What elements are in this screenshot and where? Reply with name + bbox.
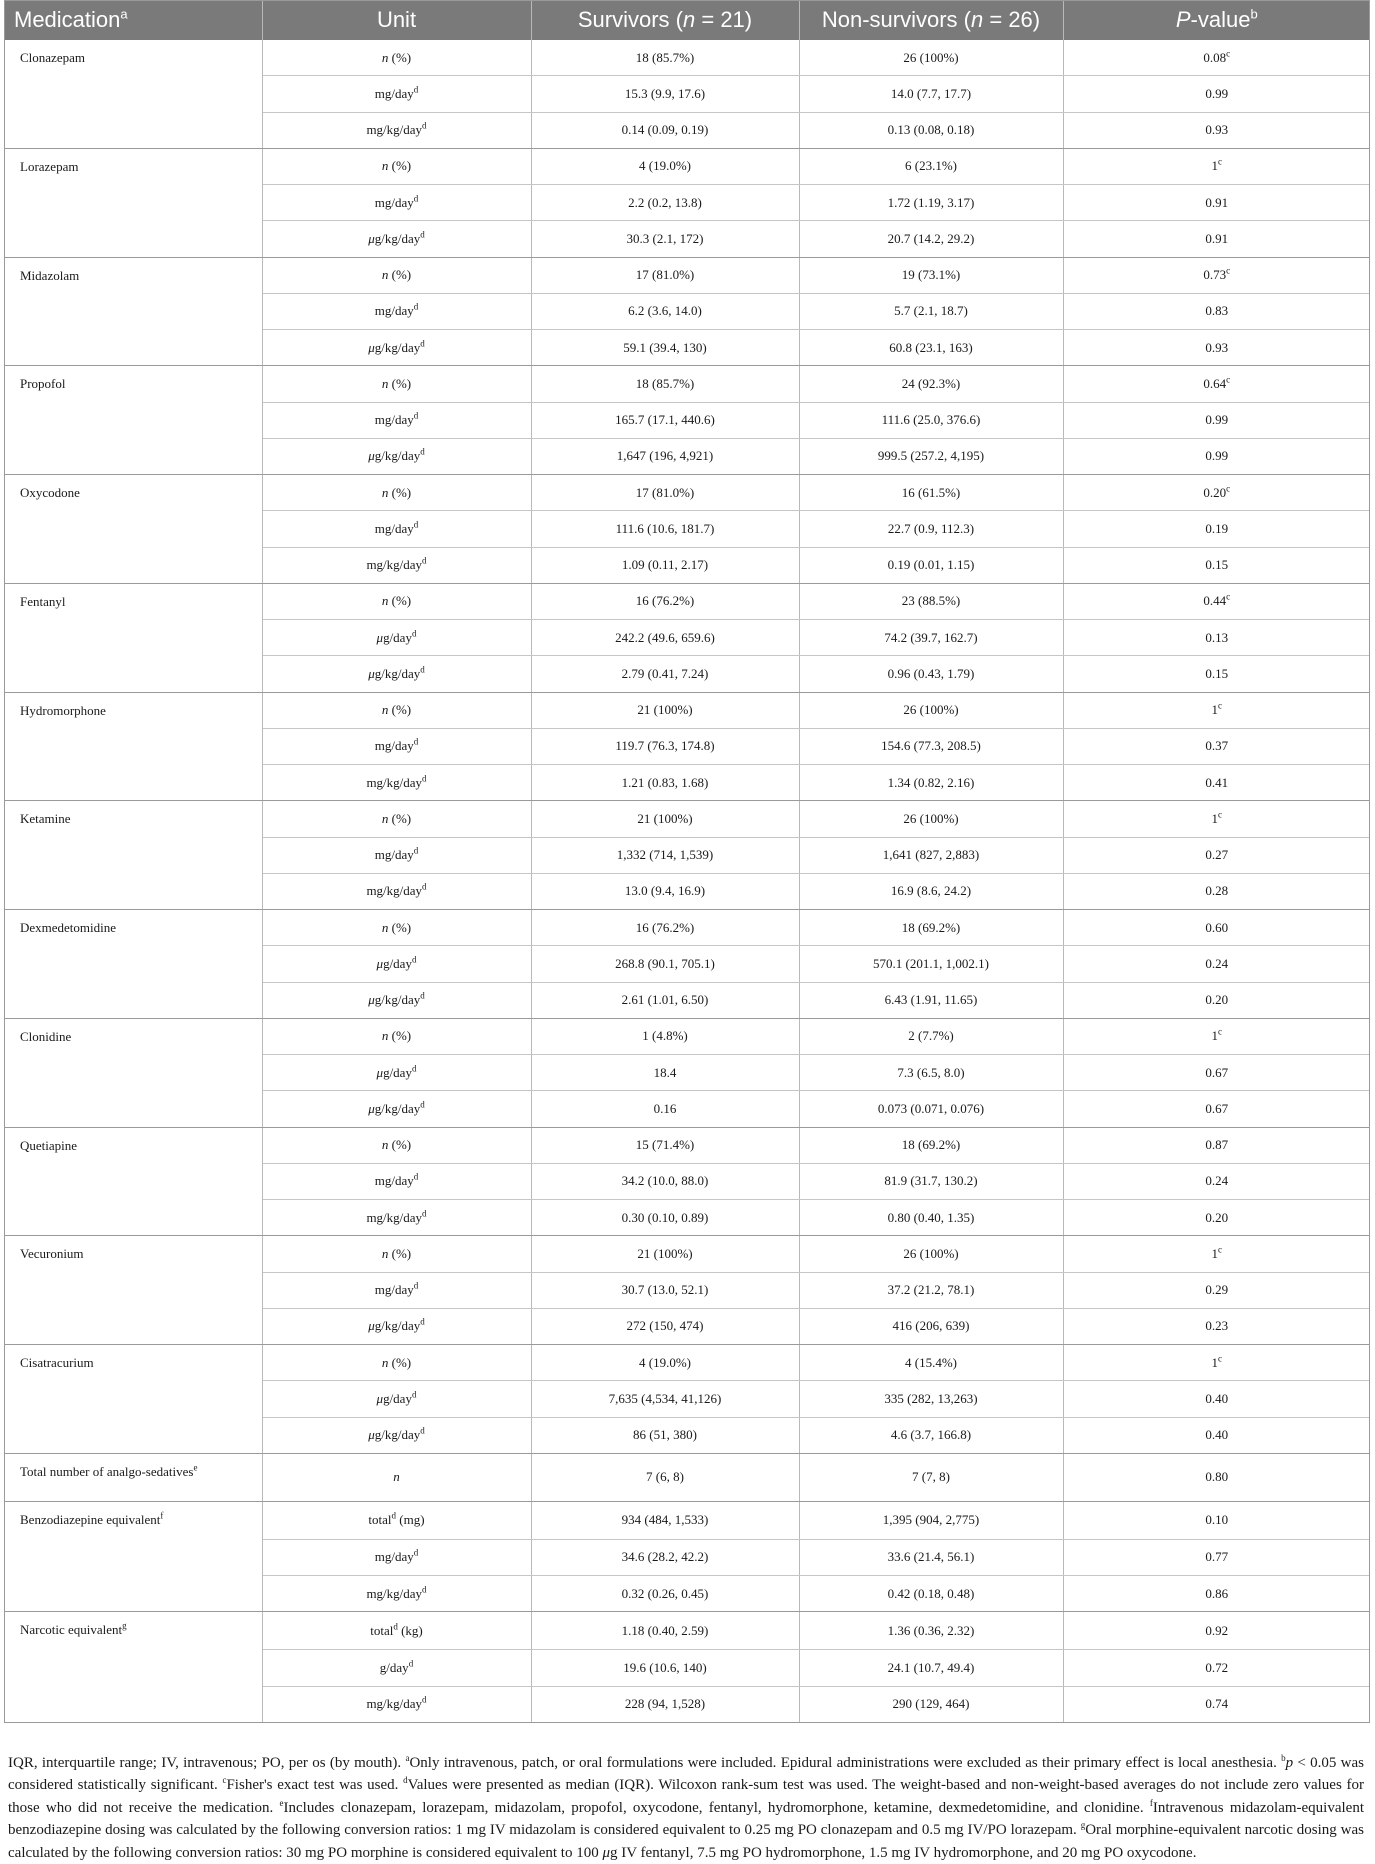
unit-cell: n (%) [262, 692, 531, 728]
pvalue-cell: 0.19 [1063, 511, 1370, 547]
survivors-cell: 228 (94, 1,528) [531, 1686, 799, 1722]
unit-cell: mg/kg/day$^d$ [262, 547, 531, 583]
survivors-cell: 2.2 (0.2, 13.8) [531, 185, 799, 221]
unit-cell: μg/kg/day$^d$ [262, 1091, 531, 1127]
nonsurvivors-cell: 1.36 (0.36, 2.32) [799, 1612, 1063, 1650]
unit-cell: mg/day$^d$ [262, 1539, 531, 1575]
survivors-cell: 0.14 (0.09, 0.19) [531, 112, 799, 148]
medication-name-cell: Clonazepam [4, 40, 262, 148]
unit-cell: n (%) [262, 366, 531, 402]
nonsurvivors-cell: 0.80 (0.40, 1.35) [799, 1200, 1063, 1236]
unit-cell: total$^d$ (kg) [262, 1612, 531, 1650]
nonsurvivors-cell: 60.8 (23.1, 163) [799, 330, 1063, 366]
table-body [4, 40, 1370, 1722]
medication-name-cell: Quetiapine [4, 1127, 262, 1236]
nonsurvivors-cell: 16.9 (8.6, 24.2) [799, 873, 1063, 909]
nonsurvivors-cell: 26 (100%) [799, 40, 1063, 76]
pvalue-cell: 0.72 [1063, 1650, 1370, 1686]
unit-cell: mg/day$^d$ [262, 511, 531, 547]
unit-cell: μg/kg/day$^d$ [262, 330, 531, 366]
header-unit: Unit [262, 0, 531, 40]
nonsurvivors-cell: 24 (92.3%) [799, 366, 1063, 402]
nonsurvivors-cell: 22.7 (0.9, 112.3) [799, 511, 1063, 547]
survivors-cell: 268.8 (90.1, 705.1) [531, 946, 799, 982]
survivors-cell: 6.2 (3.6, 14.0) [531, 293, 799, 329]
unit-cell: n (%) [262, 1345, 531, 1381]
pvalue-cell: 0.67 [1063, 1055, 1370, 1091]
pvalue-cell: 0.37 [1063, 728, 1370, 764]
medication-name-cell: Lorazepam [4, 148, 262, 257]
unit-cell: mg/kg/day$^d$ [262, 112, 531, 148]
pvalue-cell: 0.20$^c$ [1063, 475, 1370, 511]
survivors-cell: 2.79 (0.41, 7.24) [531, 656, 799, 692]
nonsurvivors-cell: 1,395 (904, 2,775) [799, 1501, 1063, 1539]
unit-cell: mg/kg/day$^d$ [262, 873, 531, 909]
pvalue-cell: 1$^c$ [1063, 692, 1370, 728]
table-figure [4, 0, 1370, 1864]
medication-name-cell: Benzodiazepine equivalent$^f$ [4, 1501, 262, 1612]
survivors-cell: 0.32 (0.26, 0.45) [531, 1576, 799, 1612]
table-row [4, 148, 1370, 184]
medication-name-cell: Propofol [4, 366, 262, 475]
medication-name-cell: Vecuronium [4, 1236, 262, 1345]
table-row [4, 40, 1370, 76]
unit-cell: n (%) [262, 910, 531, 946]
medication-name-cell: Clonidine [4, 1018, 262, 1127]
medication-table [4, 0, 1370, 1723]
table-row [4, 1236, 1370, 1272]
pvalue-cell: 0.60 [1063, 910, 1370, 946]
header-survivors: Survivors (n = 21) [531, 0, 799, 40]
pvalue-cell: 0.10 [1063, 1501, 1370, 1539]
survivors-cell: 0.16 [531, 1091, 799, 1127]
unit-cell: μg/day$^d$ [262, 946, 531, 982]
pvalue-cell: 0.64$^c$ [1063, 366, 1370, 402]
nonsurvivors-cell: 24.1 (10.7, 49.4) [799, 1650, 1063, 1686]
unit-cell: μg/day$^d$ [262, 1055, 531, 1091]
pvalue-cell: 0.13 [1063, 620, 1370, 656]
nonsurvivors-cell: 26 (100%) [799, 1236, 1063, 1272]
header-row [4, 0, 1370, 40]
pvalue-cell: 0.92 [1063, 1612, 1370, 1650]
survivors-cell: 1,647 (196, 4,921) [531, 438, 799, 474]
pvalue-cell: 0.86 [1063, 1576, 1370, 1612]
medication-name-cell: Ketamine [4, 801, 262, 910]
pvalue-cell: 0.91 [1063, 221, 1370, 257]
survivors-cell: 19.6 (10.6, 140) [531, 1650, 799, 1686]
nonsurvivors-cell: 4.6 (3.7, 166.8) [799, 1417, 1063, 1453]
table-row [4, 801, 1370, 837]
survivors-cell: 21 (100%) [531, 801, 799, 837]
survivors-cell: 1.18 (0.40, 2.59) [531, 1612, 799, 1650]
nonsurvivors-cell: 335 (282, 13,263) [799, 1381, 1063, 1417]
medication-name-cell: Fentanyl [4, 583, 262, 692]
unit-cell: μg/kg/day$^d$ [262, 1417, 531, 1453]
table-row [4, 1018, 1370, 1054]
pvalue-cell: 1$^c$ [1063, 1018, 1370, 1054]
table-row [4, 1501, 1370, 1539]
pvalue-cell: 0.99 [1063, 76, 1370, 112]
pvalue-cell: 0.20 [1063, 982, 1370, 1018]
medication-name-cell: Dexmedetomidine [4, 910, 262, 1019]
nonsurvivors-cell: 16 (61.5%) [799, 475, 1063, 511]
nonsurvivors-cell: 7.3 (6.5, 8.0) [799, 1055, 1063, 1091]
survivors-cell: 7,635 (4,534, 41,126) [531, 1381, 799, 1417]
nonsurvivors-cell: 290 (129, 464) [799, 1686, 1063, 1722]
pvalue-cell: 0.83 [1063, 293, 1370, 329]
unit-cell: mg/kg/day$^d$ [262, 1686, 531, 1722]
nonsurvivors-cell: 20.7 (14.2, 29.2) [799, 221, 1063, 257]
survivors-cell: 30.3 (2.1, 172) [531, 221, 799, 257]
pvalue-cell: 0.44$^c$ [1063, 583, 1370, 619]
nonsurvivors-cell: 5.7 (2.1, 18.7) [799, 293, 1063, 329]
pvalue-cell: 0.77 [1063, 1539, 1370, 1575]
survivors-cell: 1,332 (714, 1,539) [531, 837, 799, 873]
pvalue-cell: 0.73$^c$ [1063, 257, 1370, 293]
nonsurvivors-cell: 4 (15.4%) [799, 1345, 1063, 1381]
unit-cell: mg/day$^d$ [262, 1272, 531, 1308]
survivors-cell: 30.7 (13.0, 52.1) [531, 1272, 799, 1308]
survivors-cell: 1 (4.8%) [531, 1018, 799, 1054]
pvalue-cell: 0.67 [1063, 1091, 1370, 1127]
survivors-cell: 934 (484, 1,533) [531, 1501, 799, 1539]
table-row [4, 583, 1370, 619]
pvalue-cell: 1$^c$ [1063, 801, 1370, 837]
survivors-cell: 1.09 (0.11, 2.17) [531, 547, 799, 583]
unit-cell: n (%) [262, 148, 531, 184]
pvalue-cell: 1$^c$ [1063, 148, 1370, 184]
pvalue-cell: 0.27 [1063, 837, 1370, 873]
nonsurvivors-cell: 111.6 (25.0, 376.6) [799, 402, 1063, 438]
nonsurvivors-cell: 6.43 (1.91, 11.65) [799, 982, 1063, 1018]
nonsurvivors-cell: 7 (7, 8) [799, 1453, 1063, 1501]
nonsurvivors-cell: 19 (73.1%) [799, 257, 1063, 293]
pvalue-cell: 0.15 [1063, 547, 1370, 583]
unit-cell: mg/day$^d$ [262, 837, 531, 873]
pvalue-cell: 0.93 [1063, 112, 1370, 148]
nonsurvivors-cell: 1.34 (0.82, 2.16) [799, 765, 1063, 801]
unit-cell: n (%) [262, 1236, 531, 1272]
unit-cell: μg/day$^d$ [262, 620, 531, 656]
unit-cell: mg/day$^d$ [262, 728, 531, 764]
survivors-cell: 34.2 (10.0, 88.0) [531, 1163, 799, 1199]
pvalue-cell: 0.24 [1063, 946, 1370, 982]
medication-name-cell: Hydromorphone [4, 692, 262, 801]
nonsurvivors-cell: 6 (23.1%) [799, 148, 1063, 184]
medication-name-cell: Midazolam [4, 257, 262, 366]
nonsurvivors-cell: 23 (88.5%) [799, 583, 1063, 619]
survivors-cell: 59.1 (39.4, 130) [531, 330, 799, 366]
unit-cell: mg/day$^d$ [262, 293, 531, 329]
unit-cell: mg/day$^d$ [262, 185, 531, 221]
table-row [4, 1345, 1370, 1381]
pvalue-cell: 0.91 [1063, 185, 1370, 221]
pvalue-cell: 0.80 [1063, 1453, 1370, 1501]
medication-name-cell: Narcotic equivalent$^g$ [4, 1612, 262, 1723]
nonsurvivors-cell: 81.9 (31.7, 130.2) [799, 1163, 1063, 1199]
unit-cell: n (%) [262, 40, 531, 76]
unit-cell: n (%) [262, 475, 531, 511]
table-row [4, 257, 1370, 293]
pvalue-cell: 0.99 [1063, 402, 1370, 438]
unit-cell: μg/day$^d$ [262, 1381, 531, 1417]
unit-cell: μg/kg/day$^d$ [262, 656, 531, 692]
pvalue-cell: 0.29 [1063, 1272, 1370, 1308]
pvalue-cell: 0.40 [1063, 1381, 1370, 1417]
survivors-cell: 34.6 (28.2, 42.2) [531, 1539, 799, 1575]
table-row [4, 475, 1370, 511]
survivors-cell: 18 (85.7%) [531, 40, 799, 76]
unit-cell: mg/kg/day$^d$ [262, 1200, 531, 1236]
unit-cell: n (%) [262, 257, 531, 293]
header-nonsurvivors: Non-survivors (n = 26) [799, 0, 1063, 40]
unit-cell: mg/day$^d$ [262, 1163, 531, 1199]
nonsurvivors-cell: 0.13 (0.08, 0.18) [799, 112, 1063, 148]
pvalue-cell: 0.15 [1063, 656, 1370, 692]
nonsurvivors-cell: 74.2 (39.7, 162.7) [799, 620, 1063, 656]
pvalue-cell: 1$^c$ [1063, 1345, 1370, 1381]
survivors-cell: 17 (81.0%) [531, 475, 799, 511]
survivors-cell: 4 (19.0%) [531, 148, 799, 184]
survivors-cell: 242.2 (49.6, 659.6) [531, 620, 799, 656]
survivors-cell: 86 (51, 380) [531, 1417, 799, 1453]
table-row [4, 1612, 1370, 1650]
medication-name-cell: Oxycodone [4, 475, 262, 584]
survivors-cell: 18 (85.7%) [531, 366, 799, 402]
pvalue-cell: 0.41 [1063, 765, 1370, 801]
survivors-cell: 16 (76.2%) [531, 910, 799, 946]
unit-cell: g/day$^d$ [262, 1650, 531, 1686]
nonsurvivors-cell: 2 (7.7%) [799, 1018, 1063, 1054]
unit-cell: total$^d$ (mg) [262, 1501, 531, 1539]
nonsurvivors-cell: 0.073 (0.071, 0.076) [799, 1091, 1063, 1127]
table-row [4, 692, 1370, 728]
nonsurvivors-cell: 26 (100%) [799, 692, 1063, 728]
unit-cell: μg/kg/day$^d$ [262, 1308, 531, 1344]
nonsurvivors-cell: 33.6 (21.4, 56.1) [799, 1539, 1063, 1575]
survivors-cell: 1.21 (0.83, 1.68) [531, 765, 799, 801]
pvalue-cell: 0.20 [1063, 1200, 1370, 1236]
nonsurvivors-cell: 37.2 (21.2, 78.1) [799, 1272, 1063, 1308]
pvalue-cell: 0.87 [1063, 1127, 1370, 1163]
unit-cell: μg/kg/day$^d$ [262, 438, 531, 474]
pvalue-cell: 0.24 [1063, 1163, 1370, 1199]
unit-cell: mg/day$^d$ [262, 76, 531, 112]
survivors-cell: 0.30 (0.10, 0.89) [531, 1200, 799, 1236]
unit-cell: n (%) [262, 1018, 531, 1054]
nonsurvivors-cell: 0.42 (0.18, 0.48) [799, 1576, 1063, 1612]
unit-cell: n (%) [262, 583, 531, 619]
pvalue-cell: 1$^c$ [1063, 1236, 1370, 1272]
unit-cell: n [262, 1453, 531, 1501]
pvalue-cell: 0.74 [1063, 1686, 1370, 1722]
pvalue-cell: 0.28 [1063, 873, 1370, 909]
unit-cell: mg/kg/day$^d$ [262, 765, 531, 801]
medication-name-cell: Total number of analgo-sedatives$^e$ [4, 1453, 262, 1501]
table-row [4, 1127, 1370, 1163]
survivors-cell: 111.6 (10.6, 181.7) [531, 511, 799, 547]
survivors-cell: 21 (100%) [531, 1236, 799, 1272]
survivors-cell: 21 (100%) [531, 692, 799, 728]
survivors-cell: 2.61 (1.01, 6.50) [531, 982, 799, 1018]
pvalue-cell: 0.93 [1063, 330, 1370, 366]
survivors-cell: 165.7 (17.1, 440.6) [531, 402, 799, 438]
survivors-cell: 13.0 (9.4, 16.9) [531, 873, 799, 909]
nonsurvivors-cell: 14.0 (7.7, 17.7) [799, 76, 1063, 112]
unit-cell: n (%) [262, 801, 531, 837]
table-footnote: IQR, interquartile range; IV, intravenous; PO, per os (by mouth). $^a$Only intravenous, patch, or oral formulations were included. Epidural administrations were excluded as their primary effect is local anesthesia. $^b$p < 0.05 was considered statistically significant. $^c$Fisher's exact test was used. $^d$Values were presented as median (IQR). Wilcoxon rank-sum test was used. The weight-based and non-weight-based averages do not include zero values for those who did not receive the medication. $^e$Includes clonazepam, lorazepam, midazolam, propofol, oxycodone, fentanyl, hydromorphone, ketamine, dexmedetomidine, and clonidine. $^f$Intravenous midazolam-equivalent benzodiazepine dosing was calculated by the following conversion ratios: 1 mg IV midazolam is considered equivalent to 0.25 mg PO clonazepam and 0.5 mg IV/PO lorazepam. $^g$Oral morphine-equivalent narcotic dosing was calculated by the following conversion ratios: 30 mg PO morphine is considered equivalent to 100 μg IV fentanyl, 7.5 mg PO hydromorphone, 1.5 mg IV hydromorphone, and 20 mg PO oxycodone. [8, 1752, 1364, 1861]
unit-cell: n (%) [262, 1127, 531, 1163]
pvalue-cell: 0.40 [1063, 1417, 1370, 1453]
survivors-cell: 4 (19.0%) [531, 1345, 799, 1381]
header-medication: Medication$^a$ [4, 0, 262, 40]
survivors-cell: 7 (6, 8) [531, 1453, 799, 1501]
nonsurvivors-cell: 999.5 (257.2, 4,195) [799, 438, 1063, 474]
header-pvalue: P-value$^b$ [1063, 0, 1370, 40]
nonsurvivors-cell: 570.1 (201.1, 1,002.1) [799, 946, 1063, 982]
medication-name-cell: Cisatracurium [4, 1345, 262, 1454]
survivors-cell: 16 (76.2%) [531, 583, 799, 619]
survivors-cell: 15.3 (9.9, 17.6) [531, 76, 799, 112]
unit-cell: μg/kg/day$^d$ [262, 221, 531, 257]
nonsurvivors-cell: 0.96 (0.43, 1.79) [799, 656, 1063, 692]
unit-cell: μg/kg/day$^d$ [262, 982, 531, 1018]
table-row [4, 366, 1370, 402]
nonsurvivors-cell: 1.72 (1.19, 3.17) [799, 185, 1063, 221]
survivors-cell: 17 (81.0%) [531, 257, 799, 293]
survivors-cell: 18.4 [531, 1055, 799, 1091]
unit-cell: mg/kg/day$^d$ [262, 1576, 531, 1612]
nonsurvivors-cell: 26 (100%) [799, 801, 1063, 837]
nonsurvivors-cell: 0.19 (0.01, 1.15) [799, 547, 1063, 583]
pvalue-cell: 0.99 [1063, 438, 1370, 474]
survivors-cell: 119.7 (76.3, 174.8) [531, 728, 799, 764]
nonsurvivors-cell: 18 (69.2%) [799, 910, 1063, 946]
nonsurvivors-cell: 1,641 (827, 2,883) [799, 837, 1063, 873]
pvalue-cell: 0.23 [1063, 1308, 1370, 1344]
unit-cell: mg/day$^d$ [262, 402, 531, 438]
nonsurvivors-cell: 18 (69.2%) [799, 1127, 1063, 1163]
pvalue-cell: 0.08$^c$ [1063, 40, 1370, 76]
survivors-cell: 272 (150, 474) [531, 1308, 799, 1344]
table-row [4, 1453, 1370, 1501]
table-row [4, 910, 1370, 946]
nonsurvivors-cell: 416 (206, 639) [799, 1308, 1063, 1344]
nonsurvivors-cell: 154.6 (77.3, 208.5) [799, 728, 1063, 764]
survivors-cell: 15 (71.4%) [531, 1127, 799, 1163]
